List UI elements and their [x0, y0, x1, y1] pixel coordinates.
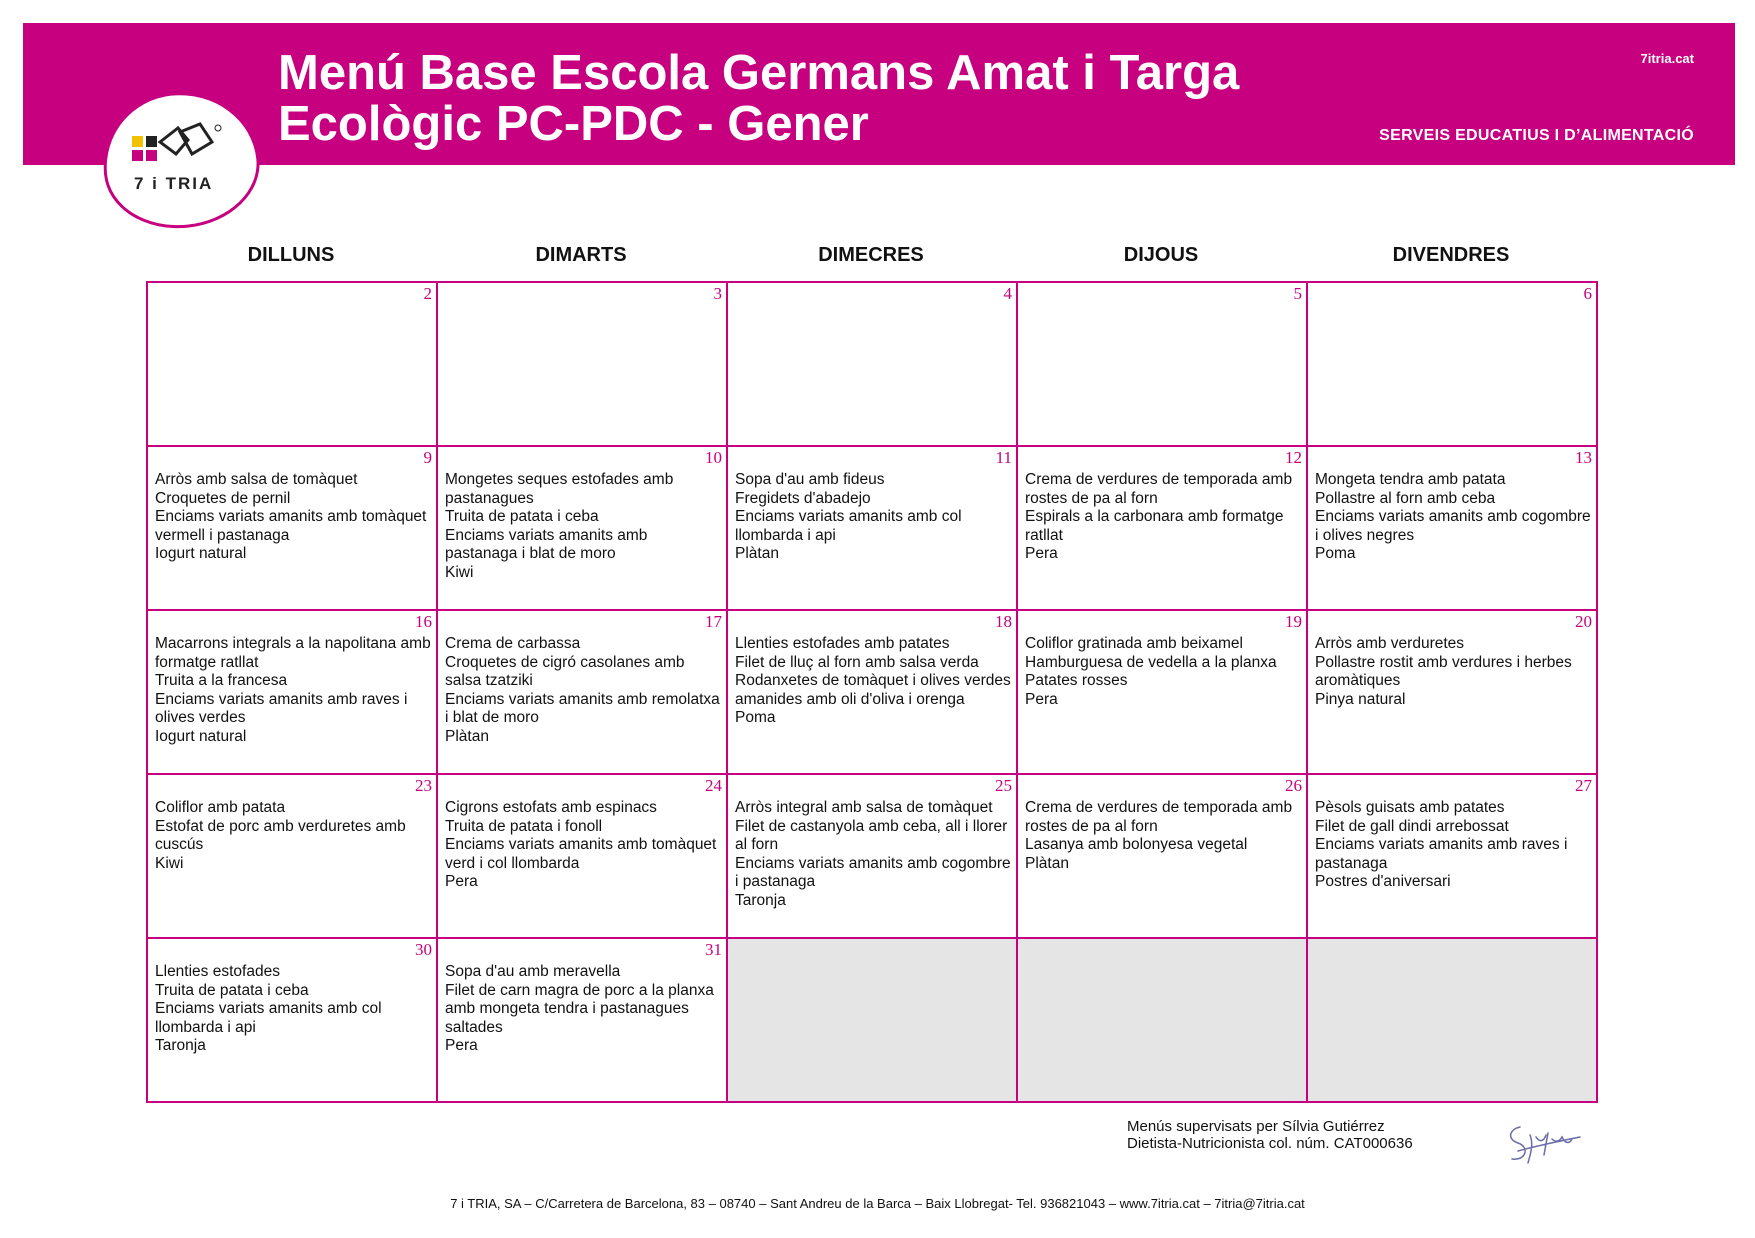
menu-dish: Iogurt natural — [155, 727, 247, 745]
day-cell — [148, 939, 438, 1103]
supervisor-credentials: Dietista-Nutricionista col. núm. CAT000636 — [1127, 1135, 1413, 1152]
day-cell — [148, 611, 438, 775]
day-cell — [438, 611, 728, 775]
menu-dish: Macarrons integrals a la napolitana amb formatge ratllat — [155, 635, 431, 671]
menu-dish: Llenties estofades amb patates — [735, 635, 950, 652]
menu-dish: Pera — [445, 1037, 478, 1055]
day-cell — [1308, 447, 1598, 611]
menu-dish: Arròs amb verduretes — [1315, 635, 1465, 652]
menu-dish: Pèsols guisats amb patates — [1315, 799, 1505, 816]
menu-dish: Truita de patata i fonoll — [445, 817, 603, 835]
menu-dish: Cigrons estofats amb espinacs — [445, 799, 657, 816]
menu-dish: Filet de gall dindi arrebossat — [1315, 817, 1509, 835]
day-cell — [728, 283, 1018, 447]
website-link[interactable]: 7itria.cat — [1640, 51, 1694, 66]
day-number: 24 — [705, 776, 722, 795]
menu-dish: Pera — [445, 873, 478, 891]
day-number: 2 — [423, 284, 432, 303]
menu-dish: Truita de patata i ceba — [155, 981, 309, 999]
menu-dish: Kiwi — [155, 854, 184, 872]
day-number: 16 — [415, 612, 432, 631]
menu-dish: Espirals a la carbonara amb formatge ratllat — [1025, 508, 1284, 544]
day-number: 9 — [423, 448, 432, 467]
day-cell — [438, 939, 728, 1103]
tagline: SERVEIS EDUCATIUS I D’ALIMENTACIÓ — [1379, 127, 1694, 144]
menu-dish: Estofat de porc amb verduretes amb cuscús — [155, 817, 406, 854]
menu-dish: Hamburguesa de vedella a la planxa — [1025, 653, 1277, 671]
day-cell — [438, 447, 728, 611]
menu-dish: Filet de castanyola amb ceba, all i llorer al forn — [735, 817, 1008, 854]
day-number: 30 — [415, 940, 432, 959]
menu-dish: Coliflor amb patata — [155, 799, 286, 816]
day-number: 25 — [995, 776, 1012, 795]
menu-dish: Enciams variats amanits amb tomàquet verd i col llombarda — [445, 836, 717, 872]
menu-dish: Pera — [1025, 545, 1058, 563]
menu-dish: Sopa d'au amb fideus — [735, 471, 885, 488]
day-number: 12 — [1285, 448, 1302, 467]
day-cell — [1018, 611, 1308, 775]
menu-dish: Plàtan — [735, 545, 779, 563]
menu-dish: Coliflor gratinada amb beixamel — [1025, 635, 1243, 652]
menu-dish: Plàtan — [1025, 854, 1069, 872]
day-cell — [1308, 611, 1598, 775]
day-number: 17 — [705, 612, 722, 631]
menu-dish: Enciams variats amanits amb pastanaga i blat de moro — [445, 526, 648, 563]
menu-dish: Fregidets d'abadejo — [735, 489, 871, 507]
menu-dish: Pinya natural — [1315, 690, 1406, 708]
menu-dish: Crema de carbassa — [445, 635, 581, 652]
day-number: 23 — [415, 776, 432, 795]
menu-dish: Lasanya amb bolonyesa vegetal — [1025, 836, 1248, 854]
day-number: 26 — [1285, 776, 1302, 795]
day-cell — [728, 447, 1018, 611]
menu-dish: Enciams variats amanits amb raves i olives verdes — [155, 690, 408, 727]
menu-dish: Enciams variats amanits amb raves i pastanaga — [1315, 836, 1568, 872]
menu-dish: Croquetes de cigró casolanes amb salsa tzatziki — [445, 653, 685, 690]
menu-dish: Poma — [735, 709, 776, 727]
day-number: 18 — [995, 612, 1012, 631]
menu-dish: Mongeta tendra amb patata — [1315, 471, 1506, 488]
day-number: 13 — [1575, 448, 1592, 467]
menu-calendar-grid — [146, 281, 1598, 1103]
page-title-line2: Ecològic PC-PDC - Gener — [278, 97, 869, 151]
menu-dish: Patates rosses — [1025, 672, 1128, 690]
menu-dish: Postres d'aniversari — [1315, 873, 1451, 891]
menu-dish: Kiwi — [445, 563, 474, 581]
day-cell — [1018, 775, 1308, 939]
menu-dish: Truita a la francesa — [155, 672, 288, 690]
day-cell — [1018, 283, 1308, 447]
signature-image — [1500, 1115, 1590, 1175]
menu-dish: Enciams variats amanits amb cogombre i pastanaga — [735, 854, 1011, 891]
empty-day-cell — [1308, 939, 1598, 1103]
menu-dish: Truita de patata i ceba — [445, 508, 599, 526]
day-number: 31 — [705, 940, 722, 959]
menu-dish: Crema de verdures de temporada amb rostes de pa al forn — [1025, 471, 1293, 507]
menu-dish: Filet de carn magra de porc a la planxa amb mongeta tendra i pastanagues saltades — [445, 981, 714, 1036]
day-number: 10 — [705, 448, 722, 467]
day-cell — [438, 775, 728, 939]
weekday-header-tuesday: DIMARTS — [535, 244, 627, 266]
day-number: 27 — [1575, 776, 1592, 795]
menu-dish: Pera — [1025, 690, 1058, 708]
day-number: 5 — [1293, 284, 1302, 303]
menu-dish: Rodanxetes de tomàquet i olives verdes amanides amb oli d'oliva i orenga — [735, 672, 1011, 708]
menu-dish: Enciams variats amanits amb col llombarda i api — [155, 1000, 382, 1036]
menu-dish: Taronja — [155, 1037, 206, 1055]
day-number: 6 — [1583, 284, 1592, 303]
menu-dish: Enciams variats amanits amb remolatxa i blat de moro — [445, 690, 720, 727]
day-cell — [1308, 775, 1598, 939]
menu-dish: Plàtan — [445, 727, 489, 745]
day-cell — [148, 447, 438, 611]
menu-dish: Pollastre al forn amb ceba — [1315, 489, 1496, 507]
weekday-header-thursday: DIJOUS — [1123, 244, 1199, 266]
day-cell — [148, 283, 438, 447]
menu-dish: Enciams variats amanits amb col llombarda i api — [735, 508, 962, 544]
menu-dish: Filet de lluç al forn amb salsa verda — [735, 653, 979, 671]
footer-contact: 7 i TRIA, SA – C/Carretera de Barcelona, 83 – 08740 – Sant Andreu de la Barca – Baix Llobregat- Tel. 936821043 – www.7itria.cat – 7itria@7itria.cat — [450, 1196, 1305, 1211]
menu-dish: Enciams variats amanits amb cogombre i olives negres — [1315, 508, 1591, 544]
menu-dish: Enciams variats amanits amb tomàquet vermell i pastanaga — [155, 508, 427, 544]
empty-day-cell — [1018, 939, 1308, 1103]
supervisor-name: Menús supervisats per Sílvia Gutiérrez — [1127, 1118, 1385, 1135]
page-title-line1: Menú Base Escola Germans Amat i Targa — [278, 46, 1240, 100]
menu-dish: Mongetes seques estofades amb pastanagues — [445, 471, 674, 507]
day-cell — [148, 775, 438, 939]
menu-dish: Arròs integral amb salsa de tomàquet — [735, 799, 993, 816]
menu-dish: Sopa d'au amb meravella — [445, 963, 621, 980]
menu-dish: Crema de verdures de temporada amb rostes de pa al forn — [1025, 799, 1293, 835]
weekday-header-friday: DIVENDRES — [1392, 244, 1510, 266]
day-cell — [1308, 283, 1598, 447]
menu-dish: Pollastre rostit amb verdures i herbes aromàtiques — [1315, 653, 1572, 690]
day-number: 20 — [1575, 612, 1592, 631]
logo-text: 7 i TRIA — [134, 174, 214, 193]
weekday-header-wednesday: DIMECRES — [818, 244, 924, 266]
day-number: 4 — [1003, 284, 1012, 303]
day-number: 19 — [1285, 612, 1302, 631]
day-cell — [438, 283, 728, 447]
menu-dish: Iogurt natural — [155, 545, 247, 563]
day-cell — [728, 775, 1018, 939]
day-number: 3 — [713, 284, 722, 303]
menu-dish: Croquetes de pernil — [155, 489, 291, 507]
weekday-header-monday: DILLUNS — [247, 244, 335, 266]
day-number: 11 — [995, 448, 1012, 467]
menu-dish: Taronja — [735, 891, 786, 909]
day-cell — [1018, 447, 1308, 611]
menu-dish: Arròs amb salsa de tomàquet — [155, 471, 358, 488]
day-cell — [728, 611, 1018, 775]
menu-dish: Llenties estofades — [155, 963, 280, 980]
menu-dish: Poma — [1315, 545, 1356, 563]
empty-day-cell — [728, 939, 1018, 1103]
logo-icon — [130, 120, 225, 175]
